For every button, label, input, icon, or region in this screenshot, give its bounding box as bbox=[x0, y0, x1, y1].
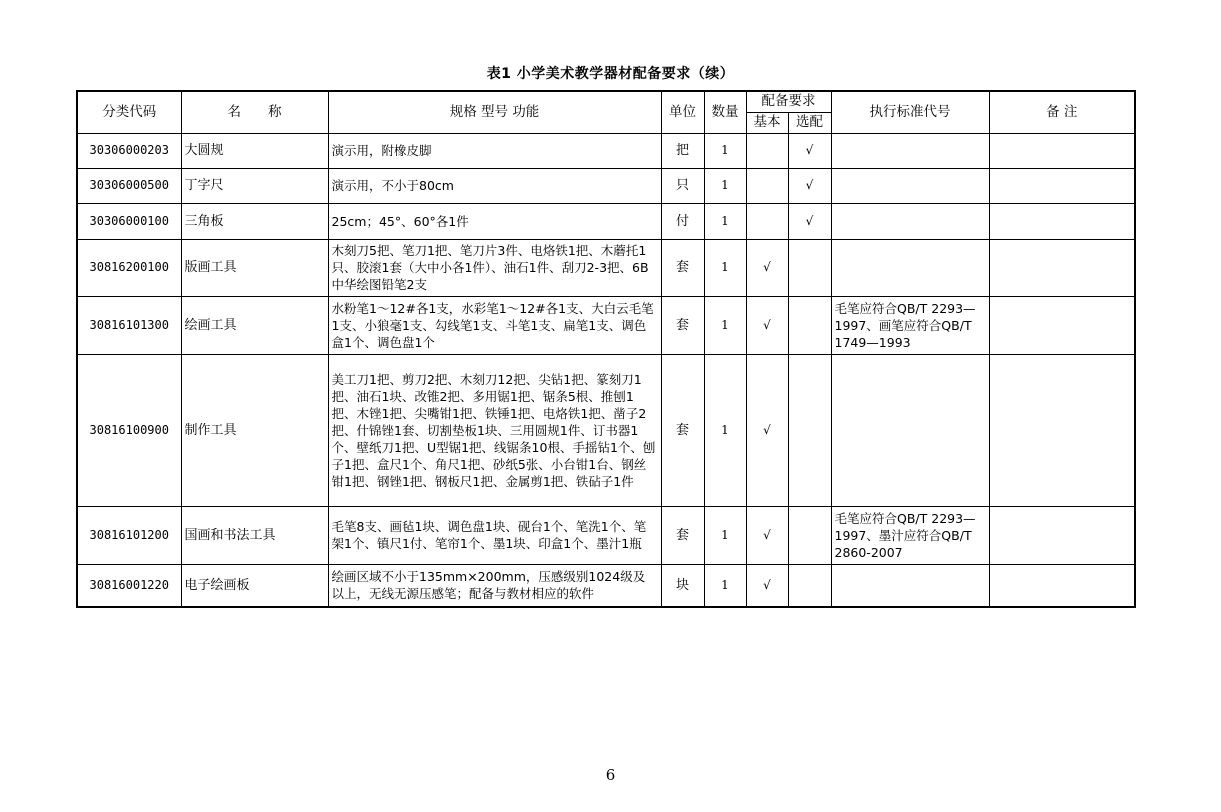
cell-qty: 1 bbox=[704, 239, 746, 296]
cell-unit: 付 bbox=[661, 203, 704, 239]
cell-spec: 毛笔8支、画毡1块、调色盘1块、砚台1个、笔洗1个、笔架1个、镇尺1付、笔帘1个、墨1块、印盒1个、墨汁1瓶 bbox=[328, 506, 661, 564]
table-title: 表1 小学美术教学器材配备要求（续） bbox=[486, 66, 735, 82]
cell-optional bbox=[788, 354, 831, 506]
cell-optional bbox=[788, 239, 831, 296]
cell-basic: √ bbox=[746, 296, 788, 354]
cell-standard bbox=[831, 354, 989, 506]
cell-standard bbox=[831, 203, 989, 239]
header-spec: 规格 型号 功能 bbox=[328, 91, 661, 133]
cell-code: 30306000100 bbox=[77, 203, 181, 239]
cell-unit: 套 bbox=[661, 239, 704, 296]
cell-name: 国画和书法工具 bbox=[181, 506, 328, 564]
cell-code: 30816001220 bbox=[77, 564, 181, 607]
header-basic: 基本 bbox=[746, 112, 788, 133]
table-row bbox=[77, 239, 1135, 296]
cell-qty: 1 bbox=[704, 203, 746, 239]
cell-code: 30816200100 bbox=[77, 239, 181, 296]
page-number: 6 bbox=[605, 766, 616, 784]
cell-name: 电子绘画板 bbox=[181, 564, 328, 607]
table-row bbox=[77, 203, 1135, 239]
cell-standard: 毛笔应符合QB/T 2293—1997、画笔应符合QB/T 1749—1993 bbox=[831, 296, 989, 354]
table-row bbox=[77, 133, 1135, 168]
cell-unit: 只 bbox=[661, 168, 704, 203]
cell-name: 版画工具 bbox=[181, 239, 328, 296]
cell-qty: 1 bbox=[704, 354, 746, 506]
cell-note bbox=[989, 506, 1135, 564]
cell-optional bbox=[788, 506, 831, 564]
cell-code: 30816100900 bbox=[77, 354, 181, 506]
table-row bbox=[77, 564, 1135, 607]
cell-qty: 1 bbox=[704, 296, 746, 354]
cell-basic bbox=[746, 168, 788, 203]
cell-note bbox=[989, 564, 1135, 607]
cell-standard bbox=[831, 168, 989, 203]
cell-code: 30306000203 bbox=[77, 133, 181, 168]
cell-qty: 1 bbox=[704, 168, 746, 203]
cell-spec: 25cm；45°、60°各1件 bbox=[328, 203, 661, 239]
cell-note bbox=[989, 296, 1135, 354]
header-unit: 单位 bbox=[661, 91, 704, 133]
header-optional: 选配 bbox=[788, 112, 831, 133]
cell-unit: 套 bbox=[661, 354, 704, 506]
cell-spec: 水粉笔1～12#各1支，水彩笔1～12#各1支、大白云毛笔1支、小狼毫1支、勾线笔1支、斗笔1支、扁笔1支、调色盒1个、调色盘1个 bbox=[328, 296, 661, 354]
cell-unit: 套 bbox=[661, 296, 704, 354]
cell-basic: √ bbox=[746, 239, 788, 296]
header-note: 备 注 bbox=[989, 91, 1135, 133]
cell-name: 绘画工具 bbox=[181, 296, 328, 354]
cell-name: 大圆规 bbox=[181, 133, 328, 168]
cell-basic: √ bbox=[746, 506, 788, 564]
cell-note bbox=[989, 168, 1135, 203]
cell-name: 丁字尺 bbox=[181, 168, 328, 203]
table-row bbox=[77, 296, 1135, 354]
header-qty: 数量 bbox=[704, 91, 746, 133]
cell-note bbox=[989, 354, 1135, 506]
table-row bbox=[77, 506, 1135, 564]
cell-spec: 演示用，不小于80cm bbox=[328, 168, 661, 203]
cell-standard: 毛笔应符合QB/T 2293—1997、墨汁应符合QB/T 2860-2007 bbox=[831, 506, 989, 564]
cell-standard bbox=[831, 239, 989, 296]
cell-spec: 绘画区域不小于135mm×200mm，压感级别1024级及以上，无线无源压感笔；配备与教材相应的软件 bbox=[328, 564, 661, 607]
header-standard: 执行标准代号 bbox=[831, 91, 989, 133]
cell-spec: 演示用，附橡皮脚 bbox=[328, 133, 661, 168]
table-row bbox=[77, 354, 1135, 506]
cell-optional: √ bbox=[788, 168, 831, 203]
cell-optional: √ bbox=[788, 133, 831, 168]
equipment-table bbox=[76, 90, 1136, 608]
table-row bbox=[77, 168, 1135, 203]
cell-code: 30816101200 bbox=[77, 506, 181, 564]
cell-basic: √ bbox=[746, 564, 788, 607]
cell-note bbox=[989, 133, 1135, 168]
cell-optional: √ bbox=[788, 203, 831, 239]
cell-qty: 1 bbox=[704, 133, 746, 168]
cell-note bbox=[989, 239, 1135, 296]
cell-code: 30816101300 bbox=[77, 296, 181, 354]
cell-basic: √ bbox=[746, 354, 788, 506]
header-requirement: 配备要求 bbox=[746, 91, 831, 112]
cell-standard bbox=[831, 133, 989, 168]
cell-code: 30306000500 bbox=[77, 168, 181, 203]
header-name: 名 称 bbox=[181, 91, 328, 133]
cell-name: 三角板 bbox=[181, 203, 328, 239]
cell-name: 制作工具 bbox=[181, 354, 328, 506]
cell-note bbox=[989, 203, 1135, 239]
cell-basic bbox=[746, 203, 788, 239]
cell-optional bbox=[788, 564, 831, 607]
cell-unit: 块 bbox=[661, 564, 704, 607]
header-code: 分类代码 bbox=[77, 91, 181, 133]
cell-unit: 套 bbox=[661, 506, 704, 564]
cell-basic bbox=[746, 133, 788, 168]
cell-unit: 把 bbox=[661, 133, 704, 168]
cell-spec: 美工刀1把、剪刀2把、木刻刀12把、尖钻1把、篆刻刀1把、油石1块、改锥2把、多用锯1把、锯条5根、推刨1把、木锉1把、尖嘴钳1把、铁锤1把、电烙铁1把、凿子2把、什锦锉1套、切割垫板1块、三用圆规1件、订书器1个、壁纸刀1把、U型锯1把、线锯条10根、手摇钻1个、刨子1把、盒尺1个、角尺1把、砂纸5张、小台钳1台、钢丝钳1把、钢锉1把、钢板尺1把、金属剪1把、铁砧子1件 bbox=[328, 354, 661, 506]
cell-spec: 木刻刀5把、笔刀1把、笔刀片3件、电烙铁1把、木蘑托1只、胶滚1套（大中小各1件）、油石1件、刮刀2-3把、6B中华绘图铅笔2支 bbox=[328, 239, 661, 296]
cell-standard bbox=[831, 564, 989, 607]
cell-qty: 1 bbox=[704, 564, 746, 607]
cell-qty: 1 bbox=[704, 506, 746, 564]
header-row-1 bbox=[77, 91, 1135, 112]
cell-optional bbox=[788, 296, 831, 354]
